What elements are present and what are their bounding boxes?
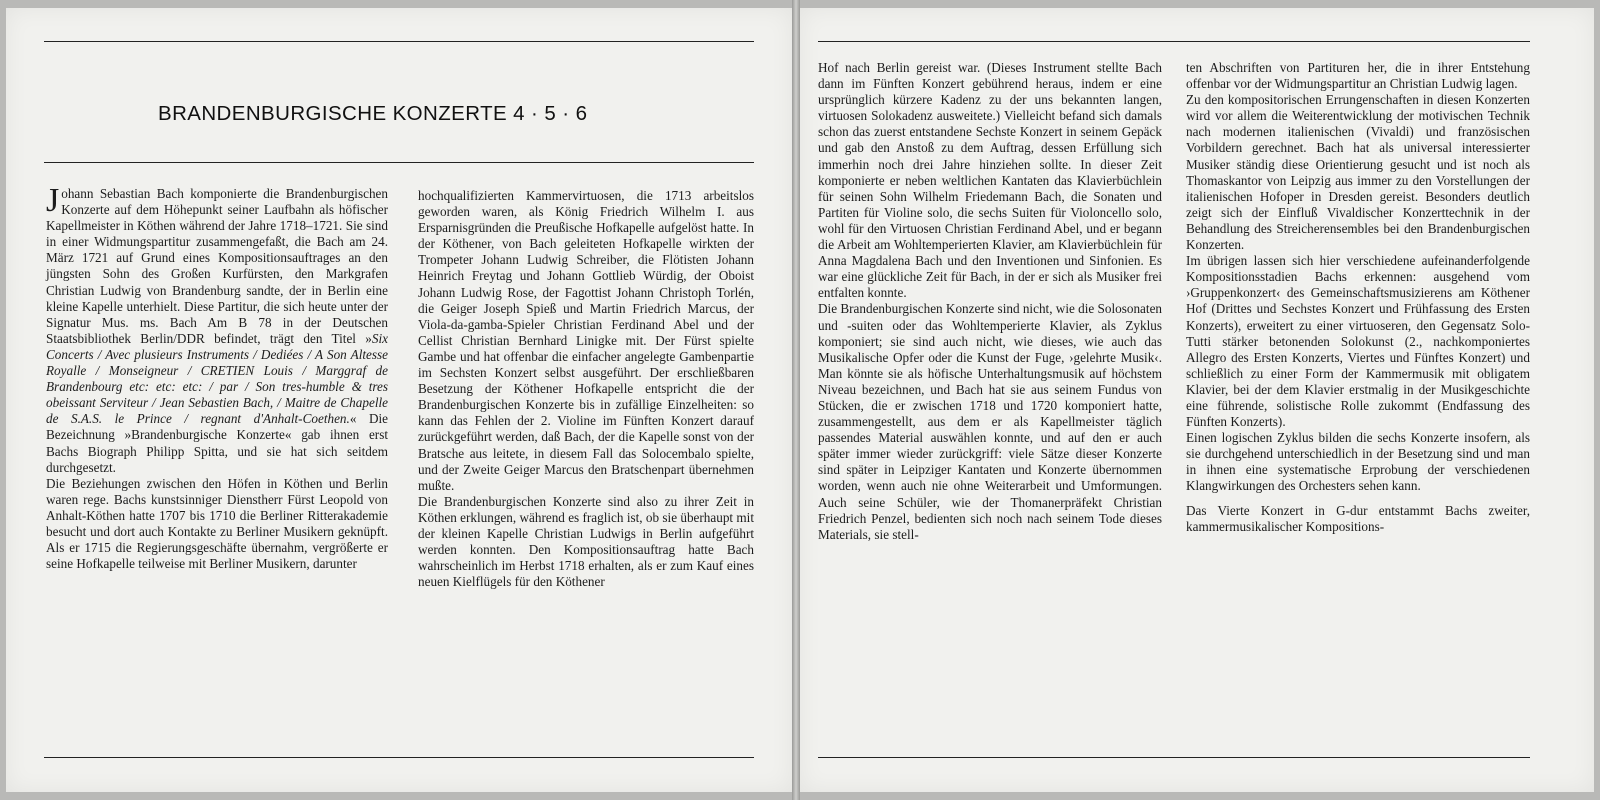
top-rule <box>818 41 1530 42</box>
paragraph: Einen logischen Zyklus bilden die sechs Konzerte insofern, als sie durchgehend unterschiedlich in der Besetzung sind und man in ihnen eine systematische Erprobung der verschiedenen Klangwirkungen des Orchesters sehen kann. <box>1186 430 1530 494</box>
paragraph: hochqualifizierten Kammervirtuosen, die 1713 arbeitslos geworden waren, als König Friedrich Wilhelm I. aus Ersparnisgründen die Preußische Hofkapelle aufgelöst hatte. In der Köthener, von Bach geleiteten Hofkapelle wirkten der Trompeter Johann Ludwig Schreiber, die Flötisten Johann Heinrich Freytag und Johann Gottlieb Würdig, der Oboist Johann Ludwig Rose, der Fagottist Johann Christoph Torlén, die Geiger Joseph Spieß und Martin Friedrich Marcus, der Viola-da-gamba-Spieler Christian Ferdinand Abel und der Cellist Christian Bernhard Linigke mit. Der Fürst spielte Gambe und hat offenbar die einfacher angelegte Gambenpartie im Sechsten Konzert selbst ausgeführt. Der erschließbaren Besetzung der Köthener Hofkapelle entspricht die der Brandenburgischen Konzerte bis in zufällige Einzelheiten: so kann das Fehlen der 2. Violine im Fünften Konzert darauf zurückgeführt werden, daß Bach, der die Kapelle sonst von der Bratsche aus leitete, in diesem Fall das Solocembalo spielte, und der Zweite Geiger Marcus den Bratschenpart übernehmen mußte. <box>418 188 754 493</box>
left-page <box>6 8 792 792</box>
bottom-rule <box>44 757 754 758</box>
paragraph: Johann Sebastian Bach komponierte die Brandenburgischen Konzerte auf dem Höhepunkt seiner Laufbahn als höfischer Kapellmeister in Köthen während der Jahre 1718–1721. Sie sind in einer Widmungspartitur zusammengefaßt, die Bach am 24. März 1721 auf Grund eines Kompositionsauftrages an den jüngsten Sohn des Großen Kurfürsten, den Markgrafen Christian Ludwig von Brandenburg sandte, der in Berlin eine kleine Kapelle unterhielt. Diese Partitur, die sich heute unter der Signatur Mus. ms. Bach Am B 78 in der Deutschen Staatsbibliothek Berlin/DDR befindet, trägt den Titel »Six Concerts / Avec plusieurs Instruments / Dediées / A Son Altesse Royalle / Monseigneur / CRETIEN Louis / Marggraf de Brandenbourg etc: etc: etc: / par / Son tres-humble & tres obeissant Serviteur / Jean Sebastien Bach, / Maitre de Chapelle de S.A.S. le Prince / regnant d'Anhalt-Coethen.« Die Bezeichnung »Brandenburgische Konzerte« gab ihnen erst Bachs Biograph Philipp Spitta, und sie hat sich seitdem durchgesetzt. <box>46 182 388 475</box>
bottom-rule <box>818 757 1530 758</box>
widmung-title: Six Concerts / Avec plusieurs Instruments / Dediées / A Son Altesse Royalle / Monseigneur / CRETIEN Louis / Marggraf de Brandenbourg etc: etc: etc: / par / Son tres-humble & tres obeissant Serviteur / Jean Sebastien Bach, / Maitre de Chapelle de S.A.S. le Prince / regnant d'Anhalt-Coethen. <box>46 330 388 427</box>
paragraph: Im übrigen lassen sich hier verschiedene aufeinanderfolgende Kompositionsstadien Bachs erkennen: ausgehend vom ›Gruppenkonzert‹ des Gemeinschaftsmusizierens am Köthener Hof (Drittes und Sechstes Konzert und Frühfassung des Ersten Konzerts), erweitert zu einer virtuoseren, den Gegensatz Solo-Tutti stärker betonenden Solokunst (2., nachkomponiertes Allegro des Ersten Konzerts, Viertes und Fünftes Konzert) und schließlich zu einer Form der Kammermusik mit obligatem Klavier, bei der dem Klavier erstmalig in der Musikgeschichte eine führende, solistische Rolle zukommt (Endfassung des Fünften Konzerts). <box>1186 253 1530 430</box>
drop-cap: J <box>46 182 60 219</box>
text-column-3 <box>818 60 1162 543</box>
book-gutter <box>792 0 800 800</box>
text-column-2 <box>418 188 754 590</box>
page-title: BRANDENBURGISCHE KONZERTE 4 · 5 · 6 <box>158 102 588 125</box>
text-column-4 <box>1186 60 1530 535</box>
paragraph: Das Vierte Konzert in G-dur entstammt Bachs zweiter, kammermusikalischer Kompositions- <box>1186 502 1530 534</box>
top-rule <box>44 41 754 42</box>
paragraph: Die Brandenburgischen Konzerte sind also zu ihrer Zeit in Köthen erklungen, während es fraglich ist, ob sie überhaupt mit der kleinen Kapelle Christian Ludwigs in Berlin aufgeführt werden konnten. Den Kompositionsauftrag hatte Bach wahrscheinlich im Herbst 1718 erhalten, als er zum Kauf eines neuen Kielflügels für den Köthener <box>418 493 754 590</box>
right-page <box>800 8 1594 792</box>
paragraph: Hof nach Berlin gereist war. (Dieses Instrument stellte Bach dann im Fünften Konzert gebührend heraus, indem er eine ursprünglich kürzere Kadenz zu der uns bekannten langen, virtuosen Solokadenz ausweitete.) Vielleicht befand sich damals schon das zuerst entstandene Sechste Konzert in seinem Gepäck und gab den Anstoß zu dem Auftrag, dessen Erfüllung sich immerhin noch drei Jahre hinziehen sollte. In dieser Zeit komponierte er neben weltlichen Kantaten das Klavierbüchlein für seinen Sohn Wilhelm Friedemann Bach, die Sonaten und Partiten für Violine solo, die sechs Suiten für Violoncello solo, wohl für den Virtuosen Christian Ferdinand Abel, und er begann die Arbeit am Wohltemperierten Klavier, am Klavierbüchlein für Anna Magdalena Bach und den Inventionen und Sinfonien. Es war eine glückliche Zeit für Bach, in der er sich als Musiker frei entfalten konnte. <box>818 60 1162 301</box>
paragraph: Zu den kompositorischen Errungenschaften in diesen Konzerten wird vor allem die Weiterentwicklung der motivischen Technik nach modernen italienischen (Vivaldi) und französischen Vorbildern gerechnet. Bach hat als universal interessierter Musiker ständig diese Orientierung gesucht und ist noch als Thomaskantor von Leipzig aus immer zu den Vorstellungen der italienischen Hofoper in Dresden gereist. Besonders deutlich zeigt sich der Einfluß Vivaldischer Konzerttechnik in der Behandlung des Streicherensembles bei den Brandenburgischen Konzerten. <box>1186 92 1530 253</box>
paragraph: Die Brandenburgischen Konzerte sind nicht, wie die Solosonaten und -suiten oder das Wohltemperierte Klavier, als Zyklus komponiert; sie sind auch nicht, wie dieses, wie auch das Musikalische Opfer oder die Kunst der Fuge, ›gelehrte Musik‹. Man könnte sie als höfische Unterhaltungsmusik auf höchstem Niveau bezeichnen, und Bach hat sie aus seinem Fundus von Stücken, die er zwischen 1718 und 1720 komponiert hatte, zusammengestellt, aus dem er als Kapellmeister täglich passendes Material auswählen konnte, und auf den er auch später immer wieder zurückgriff: viele Sätze dieser Konzerte sind später in Leipziger Kantaten und Konzerte übernommen worden, wenn auch nie ohne Weiterarbeit und Umformungen. Auch seine Schüler, wie der Thomanerpräfekt Christian Friedrich Penzel, bedienten sich noch nach seinem Tode dieses Materials, sie stell- <box>818 301 1163 542</box>
paragraph: Die Beziehungen zwischen den Höfen in Köthen und Berlin waren rege. Bachs kunstsinniger Dienstherr Fürst Leopold von Anhalt-Köthen hatte 1707 bis 1710 die Berliner Ritterakademie besucht und dort auch Kontakte zu Berliner Musikern geknüpft. Als er 1715 die Regierungsgeschäfte übernahm, vergrößerte er seine Hofkapelle teilweise mit Berliner Musikern, darunter <box>46 475 388 572</box>
text-column-1 <box>46 182 388 572</box>
paragraph-gap <box>1186 495 1530 503</box>
paragraph: ten Abschriften von Partituren her, die in ihrer Entstehung offenbar vor der Widmungspartitur an Christian Ludwig lagen. <box>1186 60 1530 92</box>
heading-rule <box>44 162 754 163</box>
